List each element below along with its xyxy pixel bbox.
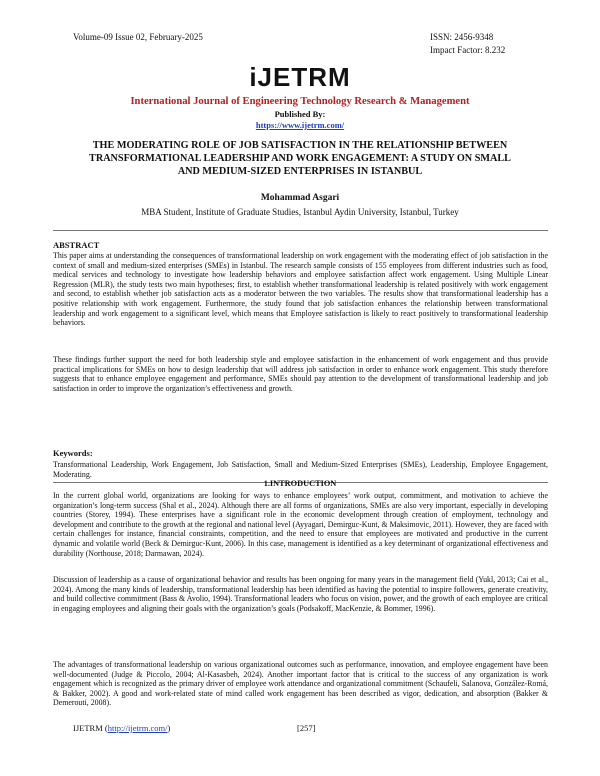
volume-issue: Volume-09 Issue 02, February-2025 bbox=[73, 32, 203, 42]
abstract-paragraph-1: This paper aims at understanding the consequences of transformational leadership on work engagement with the moderating effect of job satisfaction in the context of small and medium-sized enterprises (SMEs) in Istanbul. The research sample consists of 155 employees from different industries such as food, medical services and technology to investigate how leadership behaviors and employee satisfaction affect work engagement. Using Multiple Linear Regression (MLR), the study tests two main hypotheses; first, to establish whether transformational leadership is related positively with work engagement and second, to establish whether job satisfaction acts as a moderator between the two variables. The results show that transformational leadership has a positive relationship with work engagement. Furthermore, the study found that job satisfaction enhances the relationship between transformational leadership and work engagement to a significant level, which means that Employee satisfaction is likely to react positively to transformational leadership behaviors. bbox=[53, 251, 548, 328]
journal-name: International Journal of Engineering Technology Research & Management bbox=[130, 96, 470, 107]
introduction-paragraph-3: The advantages of transformational leadership on various organizational outcomes such as performance, innovation, and employee engagement have been well-documented (Judge & Piccolo, 2004; Al-Kasasbeh, 2024). Another important factor that is critical to the success of any organization is work engagement which is recognized as the primary driver of employee work attendance and organizational commitment (Schaufeli, Salanova, González-Romá, & Bakker, 2002). A good and work-related state of mind called work engagement has been described as vigor, dedication, and absorption (Bakker & Demerouti, 2008). bbox=[53, 660, 548, 708]
paper-title: THE MODERATING ROLE OF JOB SATISFACTION IN THE RELATIONSHIP BETWEEN TRANSFORMATIONAL LEADERSHIP AND WORK ENGAGEMENT: A STUDY ON SMALL AND MEDIUM-SIZED ENTERPRISES IN ISTANBUL bbox=[89, 140, 511, 177]
introduction-paragraph-1: In the current global world, organizations are looking for ways to enhance employees’ work output, commitment, and motivation to achieve the organization’s long-term success (Shal et al., 2024). Although there are all forms of organizations, SMEs are also very important, especially in developing countries (Storey, 1994). These enterprises have a significant role in the economic development through creation of employment, technology and development and contribute to the growth at the regional and national level (Ayyagari, Demirguc-Kunt, & Maksimovic, 2011). However, they are faced with certain challenges for instance, financial constraints, competition, and the need to ensure that employees are motivated and productive in the current dynamic and volatile world (Beck & Demirguc-Kunt, 2006). In this case, management is identified as a key determinant of organizational effectiveness and durability (Northouse, 2018; Darmawan, 2024). bbox=[53, 491, 548, 558]
footer-journal bbox=[73, 723, 170, 733]
keywords-text: Transformational Leadership, Work Engagement, Job Satisfaction, Small and Medium-Sized Enterprises (SMEs), Leadership, Employee Engagement, Moderating. bbox=[53, 460, 548, 479]
issn: ISSN: 2456-9348 bbox=[430, 32, 494, 42]
journal-logo: iJETRM bbox=[249, 62, 351, 92]
page-number: [257] bbox=[297, 723, 316, 733]
journal-url-link[interactable]: https://www.ijetrm.com/ bbox=[255, 120, 345, 130]
introduction-heading: 1.INTRODUCTION bbox=[263, 479, 337, 488]
abstract-paragraph-2: These findings further support the need for both leadership style and employee satisfaction in the enhancement of work engagement and thus provide practical implications for SMEs on how to design leadership that will address job satisfaction in order to enhance work engagement. This study therefore suggests that to enhance employee engagement and performance, SMEs should pay attention to the development of transformational leadership and job satisfaction in order to improve the organization’s effectiveness and growth. bbox=[53, 355, 548, 393]
footer-prefix: IJETRM ( bbox=[73, 723, 108, 733]
footer-suffix: ) bbox=[167, 723, 171, 733]
footer-link[interactable]: http://ijetrm.com/ bbox=[107, 723, 168, 733]
author-name: Mohammad Asgari bbox=[260, 193, 340, 203]
introduction-paragraph-2: Discussion of leadership as a cause of organizational behavior and results has been ongoing for many years in the management field (Yukl, 2013; Cai et al., 2024). Among the many kinds of leadership, transformational leadership has been identified as having the potential to inspire followers, generate creativity, and build collective commitment (Bass & Avolio, 1994). Transformational leaders who focus on vision, power, and the growth of each employee are critical in engaging employees and aligning their goals with the organization’s goals (Podsakoff, MacKenzie, & Bommer, 1996). bbox=[53, 575, 548, 613]
author-affiliation: MBA Student, Institute of Graduate Studies, Istanbul Aydin University, Istanbul, Turkey bbox=[141, 207, 459, 217]
divider bbox=[53, 230, 548, 231]
impact-factor: Impact Factor: 8.232 bbox=[430, 45, 506, 55]
abstract-heading: ABSTRACT bbox=[53, 240, 100, 250]
keywords-heading: Keywords: bbox=[53, 448, 93, 458]
published-by: Published By: bbox=[274, 109, 326, 119]
